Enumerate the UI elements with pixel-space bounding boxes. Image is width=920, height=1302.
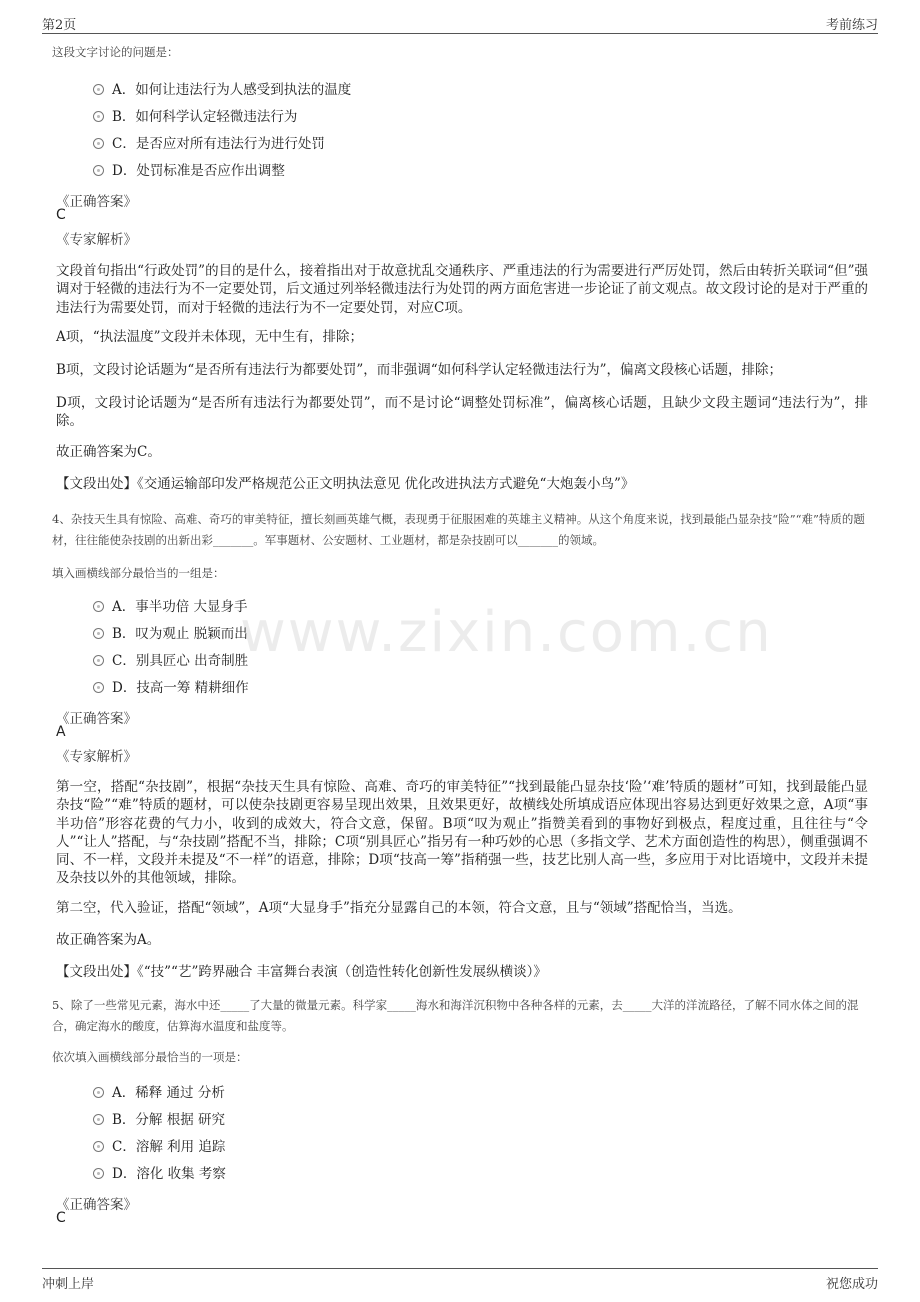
page-number: 第2页 [42,18,77,33]
analysis-paragraph: 第一空，搭配“杂技剧”，根据“杂技天生具有惊险、高难、奇巧的审美特征”“找到最能凸显杂技‘险’‘难’特质的题材”可知，找到最能凸显杂技“险”“难”特质的题材，可以使杂技剧更容易呈现出效果，且效果更好，故横线处所填成语应体现出容易达到更好效果之意，A项“事半功倍”形容花费的气力小，收到的成效大，符合文意，保留。B项“叹为观止”指赞美看到的事物好到极点，程度过重，且往往与“令人”“让人”搭配，与“杂技剧”搭配不当，排除；C项“别具匠心”指另有一种巧妙的心思（多指文学、艺术方面创造性的构思），侧重强调不同、不一样，文段并未提及“不一样”的语意，排除；D项“技高一筹”指稍强一些，技艺比别人高一些，多应用于对比语境中，文段并未提及杂技以外的其他领域，排除。 [56,779,868,887]
question-stem: 4、杂技天生具有惊险、高难、奇巧的审美特征，擅长刻画英雄气概，表现勇于征服困难的英雄主义精神。从这个角度来说，找到最能凸显杂技“险”“难”特质的题材，往往能使杂技剧的出新出彩_______。军事题材、公安题材、工业题材，都是杂技剧可以_______的领域。 [52,512,865,547]
option-d[interactable]: D．技高一筹 精耕细作 [93,678,249,698]
analysis-paragraph: A项，“执法温度”文段并未体现，无中生有，排除； [56,329,364,345]
watermark: www.zixin.com.cn [240,600,773,665]
radio-icon[interactable] [93,1141,104,1152]
answer-value: A [56,724,66,740]
radio-icon[interactable] [93,628,104,639]
option-a[interactable]: A．稀释 通过 分析 [93,1083,225,1103]
radio-icon[interactable] [93,1087,104,1098]
answer-value: C [56,207,66,223]
radio-icon[interactable] [93,165,104,176]
source-citation: 【文段出处】《交通运输部印发严格规范公正文明执法意见 优化改进执法方式避免“大炮轰小鸟”》 [56,476,635,492]
option-c[interactable]: C．是否应对所有违法行为进行处罚 [93,134,325,154]
analysis-label: 《专家解析》 [56,749,137,765]
answer-label: 《正确答案》 [56,1197,137,1213]
option-c[interactable]: C．别具匠心 出奇制胜 [93,651,248,671]
answer-value: C [56,1210,66,1226]
header-title: 考前练习 [825,18,878,33]
question-prompt: 填入画横线部分最恰当的一组是： [52,566,225,580]
analysis-conclusion: 故正确答案为A。 [56,932,161,948]
radio-icon[interactable] [93,138,104,149]
radio-icon[interactable] [93,655,104,666]
analysis-paragraph: D项，文段讨论话题为“是否所有违法行为都要处罚”，而不是讨论“调整处罚标准”，偏离核心话题，且缺少文段主题词“违法行为”，排除。 [56,395,868,430]
radio-icon[interactable] [93,111,104,122]
page-header [42,12,878,34]
option-d[interactable]: D．处罚标准是否应作出调整 [93,161,285,181]
analysis-paragraph: 文段首句指出“行政处罚”的目的是什么，接着指出对于故意扰乱交通秩序、严重违法的行为需要进行严厉处罚，然后由转折关联词“但”强调对于轻微的违法行为不一定要处罚，后文通过列举轻微违法行为处罚的两方面危害进一步论证了前文观点。故文段讨论的是对于严重的违法行为需要处罚，而对于轻微的违法行为不一定要处罚，对应C项。 [56,263,868,316]
analysis-paragraph: 第二空，代入验证，搭配“领域”，A项“大显身手”指充分显露自己的本领，符合文意，且与“领域”搭配恰当，当选。 [56,900,742,916]
option-a[interactable]: A．如何让违法行为人感受到执法的温度 [93,80,351,100]
source-citation: 【文段出处】《“技”“艺”跨界融合 丰富舞台表演（创造性转化创新性发展纵横谈）》 [56,964,547,980]
option-d[interactable]: D．溶化 收集 考察 [93,1164,226,1184]
option-b[interactable]: B．叹为观止 脱颖而出 [93,624,248,644]
option-b[interactable]: B．分解 根据 研究 [93,1110,225,1130]
option-a[interactable]: A．事半功倍 大显身手 [93,597,248,617]
question-stem: 5、除了一些常见元素，海水中还_____了大量的微量元素。科学家_____海水和海洋沉积物中各种各样的元素，去_____大洋的洋流路径，了解不同水体之间的混合，确定海水的酸度，估算海水温度和盐度等。 [52,998,859,1033]
footer-left: 冲刺上岸 [42,1277,95,1292]
radio-icon[interactable] [93,682,104,693]
option-b[interactable]: B．如何科学认定轻微违法行为 [93,107,297,127]
analysis-paragraph: B项，文段讨论话题为“是否所有违法行为都要处罚”，而非强调“如何科学认定轻微违法行为”，偏离文段核心话题，排除； [56,362,783,378]
footer-right: 祝您成功 [825,1277,878,1292]
option-c[interactable]: C．溶解 利用 追踪 [93,1137,225,1157]
question-prompt: 这段文字讨论的问题是： [52,45,179,59]
question-prompt: 依次填入画横线部分最恰当的一项是： [52,1050,248,1064]
answer-label: 《正确答案》 [56,711,137,727]
radio-icon[interactable] [93,1168,104,1179]
page-footer [42,1268,878,1290]
radio-icon[interactable] [93,84,104,95]
analysis-conclusion: 故正确答案为C。 [56,444,161,460]
answer-label: 《正确答案》 [56,194,137,210]
radio-icon[interactable] [93,1114,104,1125]
radio-icon[interactable] [93,601,104,612]
analysis-label: 《专家解析》 [56,232,137,248]
